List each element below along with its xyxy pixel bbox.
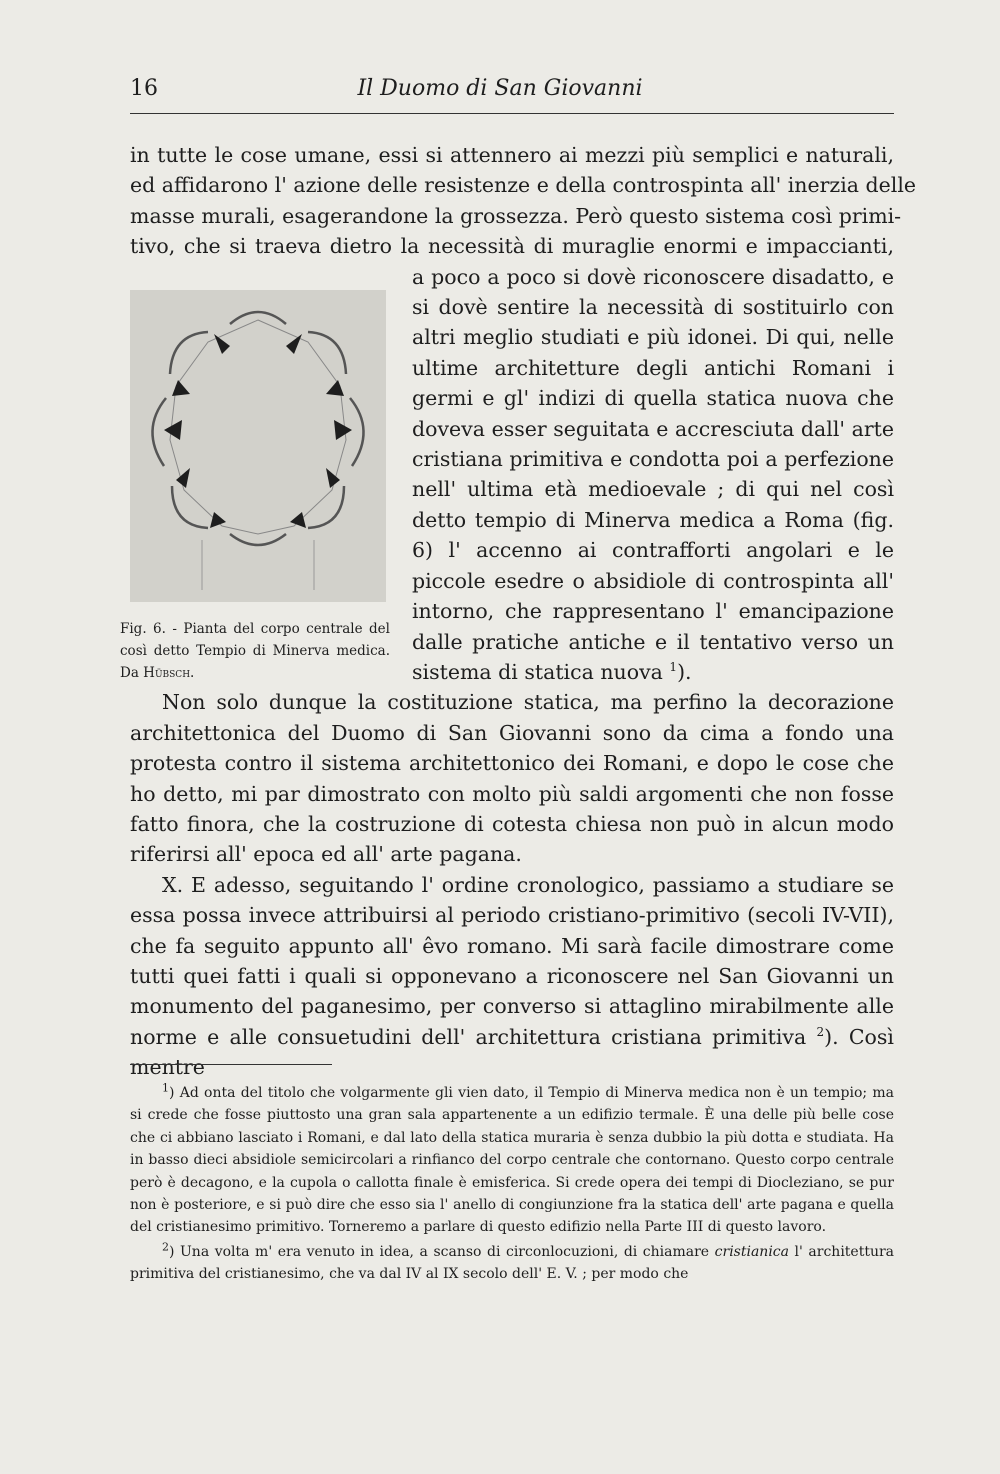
footnote-2: $^2$) Una volta m' era venuto in idea, a scanso di circonlocuzioni, di chiamare cristianica l' architettura primitiva del cristianesimo, che va dal IV al IX secolo dell' E. V. ; per modo che	[130, 1240, 895, 1283]
running-title: Il Duomo di San Giovanni	[357, 76, 643, 101]
caption-text: Fig. 6. - Pianta del corpo centrale del così detto Tempio di Minerva medica. Da	[120, 621, 390, 681]
text-line: tivo, che si traeva dietro la necessità di muraglie enormi e impaccianti,	[130, 234, 894, 259]
paragraph-1	[130, 140, 917, 687]
text-line: ed affidarono l' azione delle resistenze e della controspinta all' inerzia delle	[130, 173, 917, 198]
footnote-rule	[130, 1064, 332, 1065]
text-line: in tutte le cose umane, essi si attennero ai mezzi più semplici e naturali,	[130, 143, 894, 167]
wrapped-text: a poco a poco si dovè riconoscere disadatto, e si dovè sentire la necessità di sostituirlo con altri meglio studiati e più idonei. Di qui, nelle ultime architetture degli antichi Romani i germi e gl' indizi di quella statica nuova che doveva esser seguitata e accresciuta dall' arte cristiana primitiva e condotta poi a perfezione nell' ultima età medioevale ; di qui nel così detto tempio di Minerva medica a Roma (fig. 6) l' accenno ai contrafforti angolari e le piccole esedre o absidiole di controspinta all' intorno, che rappresentano l' emancipazione dalle pratiche antiche e il tentativo verso un sistema di statica nuova $^1$).	[412, 264, 894, 684]
footnote-mark: 2	[162, 1240, 169, 1254]
header-rule	[130, 113, 894, 114]
body-text	[130, 140, 917, 1083]
footnotes	[130, 1082, 894, 1286]
footnote-mark: 1	[162, 1081, 169, 1095]
footnote-1: $^1$) Ad onta del titolo che volgarmente gli vien dato, il Tempio di Minerva medica non è un tempio; ma si crede che fosse piuttosto una gran sala appartenente a un edifizio termale. È una delle più belle cose che ci abbiano lasciato i Romani, e dal lato della statica muraria è senza dubbio la più dotta e studiata. Ha in basso dieci absidiole semicircolari a rinfianco del corpo centrale che contornano. Questo corpo centrale però è decagono, e la cupola o callotta finale è emisferica. Si crede opera dei tempi di Diocleziano, se pur non è posteriore, e si può dire che esso sia l' anello di congiunzione fra la statica dell' arte pagana e quella del cristianesimo primitivo. Torneremo a parlare di questo edifizio nella Parte III di questo lavoro.	[130, 1081, 894, 1236]
text-line: masse murali, esagerandone la grossezza. Però questo sistema così primi-	[130, 203, 902, 228]
caption-author: Hübsch.	[143, 665, 195, 681]
paragraph-2: Non solo dunque la costituzione statica, ma perfino la decorazione architettonica del Duomo di San Giovanni sono da cima a fondo una protesta contro il sistema architettonico dei Romani, e dopo le cose che ho detto, mi par dimostrato con molto più saldi argomenti che non fosse fatto finora, che la costruzione di cotesta chiesa non può in alcun modo riferirsi all' epoca ed all' arte pagana.	[130, 690, 894, 867]
paragraph-3: X. E adesso, seguitando l' ordine cronologico, passiamo a studiare se essa possa invece attribuirsi al periodo cristiano-primitivo (secoli IV-VII), che fa seguito appunto all' êvo romano. Mi sarà facile dimostrare come tutti quei fatti i quali si opponevano a riconoscere nel San Giovanni un monumento del paganesimo, per converso si attaglino mirabilmente alle norme e alle consuetudini dell' architettura cristiana primitiva $^2$). Così mentre	[130, 872, 894, 1080]
footnote-ref-1: 1	[669, 660, 678, 675]
page-number: 16	[130, 76, 158, 101]
footnote-ref-2: 2	[816, 1024, 825, 1039]
emphasis: cristianica	[714, 1243, 789, 1260]
